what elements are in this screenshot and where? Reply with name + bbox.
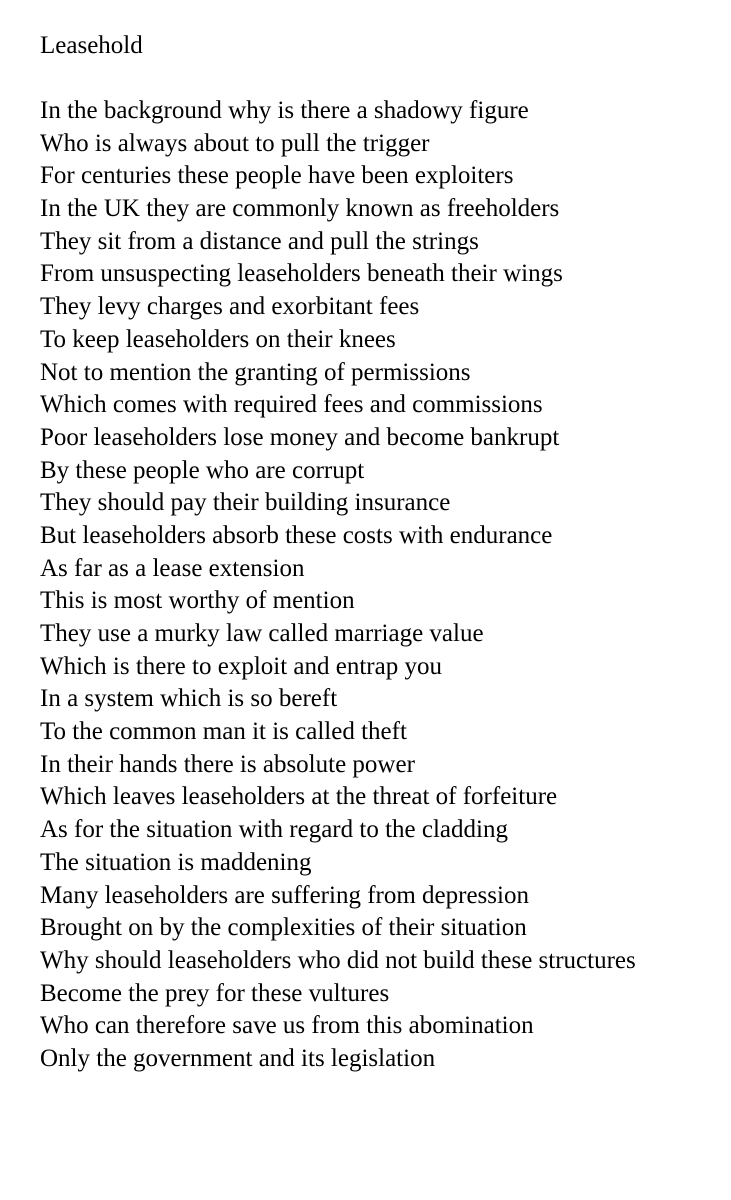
poem-line: Why should leaseholders who did not build these structures <box>40 946 636 974</box>
poem-line: Only the government and its legislation <box>40 1044 436 1072</box>
poem-line: They sit from a distance and pull the strings <box>40 227 479 255</box>
poem-line: The situation is maddening <box>40 848 312 876</box>
poem-line: Brought on by the complexities of their situation <box>40 914 527 942</box>
poem-line: In their hands there is absolute power <box>40 750 415 778</box>
poem-line: To the common man it is called theft <box>40 718 407 746</box>
poem-line: In a system which is so bereft <box>40 685 338 713</box>
poem-body <box>40 95 636 1076</box>
poem-line: They levy charges and exorbitant fees <box>40 293 420 321</box>
poem-line: As for the situation with regard to the cladding <box>40 816 508 844</box>
poem-line: Who can therefore save us from this abomination <box>40 1012 534 1040</box>
poem-line: Who is always about to pull the trigger <box>40 129 430 157</box>
poem-line: Poor leaseholders lose money and become bankrupt <box>40 423 560 451</box>
poem-line: Many leaseholders are suffering from depression <box>40 881 529 909</box>
poem-line: For centuries these people have been exploiters <box>40 162 514 190</box>
poem-line: This is most worthy of mention <box>40 587 355 615</box>
poem-line: From unsuspecting leaseholders beneath their wings <box>40 260 563 288</box>
poem-line: As far as a lease extension <box>40 554 305 582</box>
poem-line: Which comes with required fees and commissions <box>40 391 543 419</box>
poem-line: Not to mention the granting of permissions <box>40 358 471 386</box>
poem-line: Which is there to exploit and entrap you <box>40 652 442 680</box>
poem-line: In the UK they are commonly known as freeholders <box>40 195 560 223</box>
poem-line: In the background why is there a shadowy figure <box>40 97 529 124</box>
poem-line: But leaseholders absorb these costs with endurance <box>40 521 553 549</box>
poem-line: By these people who are corrupt <box>40 456 365 484</box>
poem-line: They should pay their building insurance <box>40 489 451 517</box>
poem-title: Leasehold <box>40 32 143 59</box>
poem-line: Become the prey for these vultures <box>40 979 390 1007</box>
poem-line: To keep leaseholders on their knees <box>40 325 396 353</box>
poem-line: They use a murky law called marriage value <box>40 620 484 647</box>
poem-line: Which leaves leaseholders at the threat of forfeiture <box>40 783 558 811</box>
